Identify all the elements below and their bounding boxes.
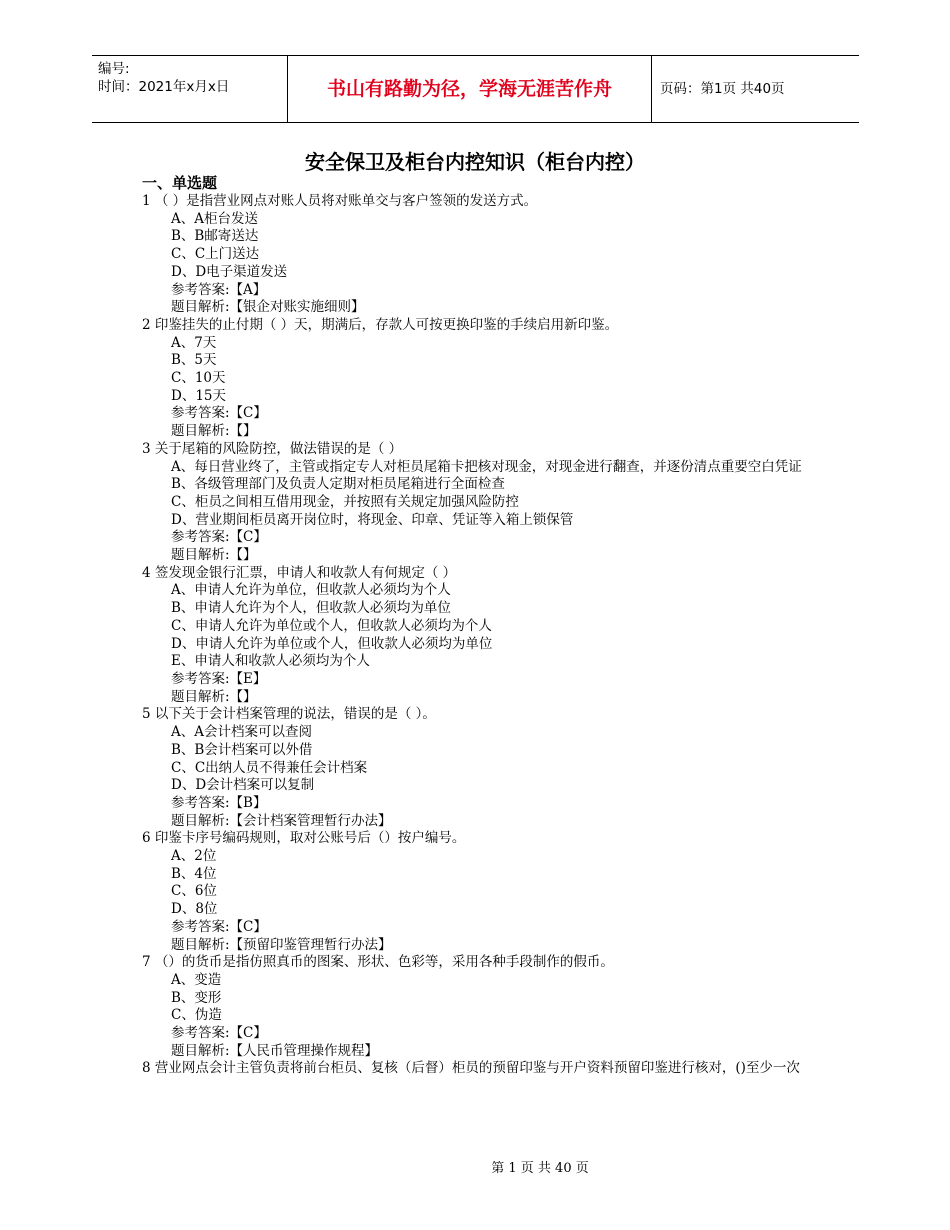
serial-label: 编号: xyxy=(98,61,130,77)
question-text: 1 （ ）是指营业网点对账人员将对账单交与客户签领的发送方式。 xyxy=(142,193,538,209)
option-line: C、6位 xyxy=(171,883,217,900)
option-line: 题目解析:【人民币管理操作规程】 xyxy=(171,1042,379,1059)
option-line: 题目解析:【】 xyxy=(171,423,257,440)
option-line: B、申请人允许为个人，但收款人必须均为单位 xyxy=(171,600,451,617)
header-page-info: 页码：第1页 共40页 xyxy=(660,81,785,97)
option-line: D、D电子渠道发送 xyxy=(171,263,288,280)
question-text: 4 签发现金银行汇票，申请人和收款人有何规定（ ） xyxy=(142,564,457,581)
option-line: C、C出纳人员不得兼任会计档案 xyxy=(171,759,368,776)
option-line: 参考答案:【A】 xyxy=(171,281,267,298)
header-divider xyxy=(651,56,652,122)
option-line: D、8位 xyxy=(171,901,218,918)
option-line: D、15天 xyxy=(171,387,227,404)
page-footer: 第 1 页 共 40 页 xyxy=(491,1161,589,1176)
document-title: 安全保卫及柜台内控知识（柜台内控） xyxy=(305,150,645,174)
option-line: B、各级管理部门及负责人定期对柜员尾箱进行全面检查 xyxy=(171,476,505,493)
option-line: 题目解析:【预留印鉴管理暂行办法】 xyxy=(171,936,392,953)
header-motto: 书山有路勤为径，学海无涯苦作舟 xyxy=(326,78,612,100)
option-line: 参考答案:【C】 xyxy=(171,918,267,935)
question-text: 3 关于尾箱的风险防控，做法错误的是（ ） xyxy=(142,440,403,457)
question-text: 7 （）的货币是指仿照真币的图案、形状、色彩等，采用各种手段制作的假币。 xyxy=(142,954,614,971)
option-line: B、变形 xyxy=(171,989,222,1006)
option-line: A、变造 xyxy=(171,971,222,988)
option-line: A、申请人允许为单位，但收款人必须均为个人 xyxy=(171,582,451,599)
option-line: 参考答案:【E】 xyxy=(171,670,267,687)
option-line: E、申请人和收款人必须均为个人 xyxy=(171,653,370,670)
question-text: 5 以下关于会计档案管理的说法，错误的是（ ）。 xyxy=(142,706,436,723)
option-line: D、营业期间柜员离开岗位时，将现金、印章、凭证等入箱上锁保管 xyxy=(171,511,574,528)
question-text: 8 营业网点会计主管负责将前台柜员、复核（后督）柜员的预留印鉴与开户资料预留印鉴进行核对，()至少一次 xyxy=(142,1060,800,1077)
option-line: D、申请人允许为单位或个人，但收款人必须均为单位 xyxy=(171,635,493,652)
header-meta xyxy=(98,60,288,96)
option-line: C、伪造 xyxy=(171,1007,222,1024)
option-line: 参考答案:【C】 xyxy=(171,405,267,422)
date-label: 时间：2021年x月x日 xyxy=(98,79,230,95)
section-heading: 一、单选题 xyxy=(142,174,218,192)
option-line: 题目解析:【银企对账实施细则】 xyxy=(171,299,365,316)
option-line: A、7天 xyxy=(171,334,217,351)
option-line: 参考答案:【C】 xyxy=(171,529,267,546)
page-header xyxy=(92,55,859,123)
option-line: A、A会计档案可以查阅 xyxy=(171,724,312,741)
option-line: C、10天 xyxy=(171,370,226,387)
option-line: D、D会计档案可以复制 xyxy=(171,777,315,794)
option-line: C、申请人允许为单位或个人，但收款人必须均为个人 xyxy=(171,617,492,634)
option-line: A、每日营业终了，主管或指定专人对柜员尾箱卡把核对现金，对现金进行翻查，并逐份清点重要空白凭证 xyxy=(171,458,802,475)
question-text: 6 印鉴卡序号编码规则，取对公账号后（）按户编号。 xyxy=(142,830,466,847)
option-line: B、B会计档案可以外借 xyxy=(171,741,313,758)
option-line: B、4位 xyxy=(171,865,217,882)
option-line: B、5天 xyxy=(171,352,217,369)
option-line: A、2位 xyxy=(171,848,217,865)
option-line: 题目解析:【会计档案管理暂行办法】 xyxy=(171,812,392,829)
option-line: A、A柜台发送 xyxy=(171,210,258,227)
option-line: 参考答案:【C】 xyxy=(171,1025,267,1042)
option-line: B、B邮寄送达 xyxy=(171,228,259,245)
option-line: 题目解析:【】 xyxy=(171,688,257,705)
option-line: C、柜员之间相互借用现金，并按照有关规定加强风险防控 xyxy=(171,493,519,510)
option-line: 参考答案:【B】 xyxy=(171,794,267,811)
option-line: C、C上门送达 xyxy=(171,246,260,263)
question-list xyxy=(142,193,812,1078)
question-text: 2 印鉴挂失的止付期（ ）天，期满后，存款人可按更换印鉴的手续启用新印鉴。 xyxy=(142,316,619,333)
option-line: 题目解析:【】 xyxy=(171,547,257,564)
